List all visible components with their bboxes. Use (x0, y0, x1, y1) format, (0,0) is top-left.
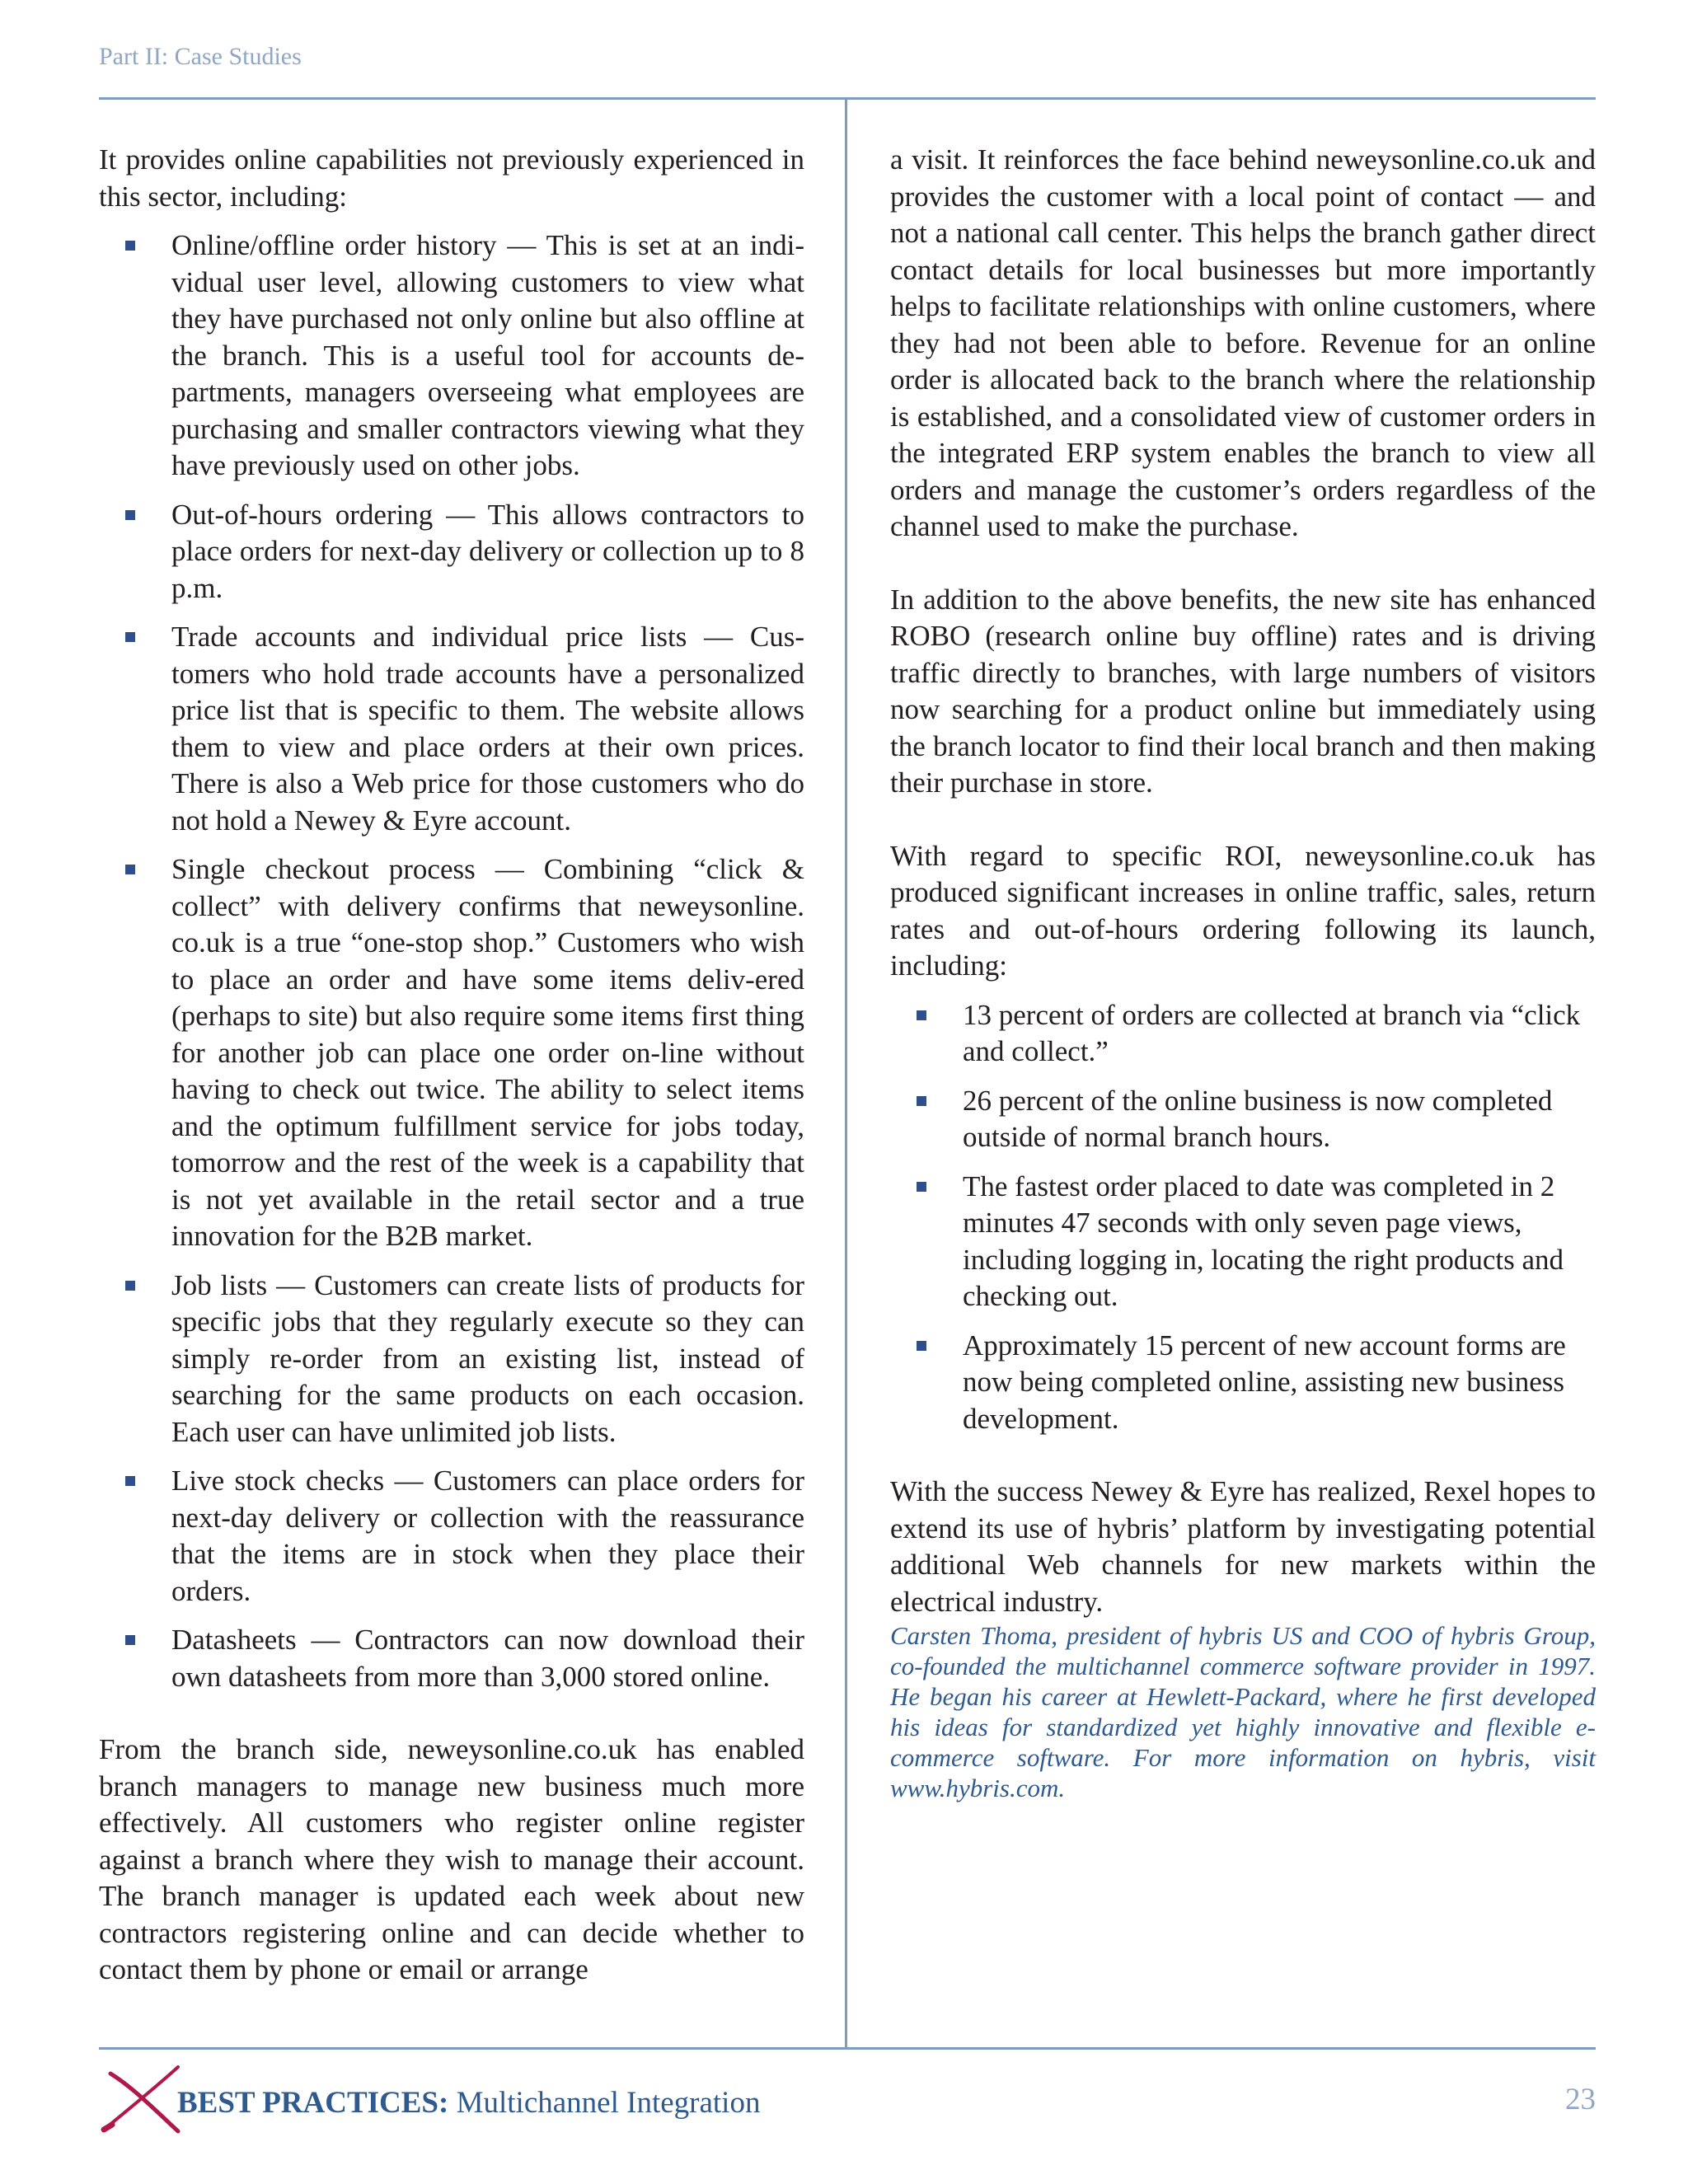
bullet-square-icon (917, 1182, 926, 1192)
list-item: Datasheets — Contractors can now download their own datasheets from more than 3,000 stored online. (99, 1622, 804, 1695)
bullet-square-icon (125, 1281, 135, 1291)
list-item: 26 percent of the online business is now completed outside of normal branch hours. (890, 1083, 1596, 1156)
list-item: Approximately 15 percent of new account forms are now being completed online, assisting new business development. (890, 1328, 1596, 1438)
bullet-square-icon (917, 1096, 926, 1106)
publication-title: BEST PRACTICES: Multichannel Integration (177, 2086, 761, 2120)
list-item: Out-of-hours ordering — This allows contractors to place orders for next-day delivery or collection up to 8 p.m. (99, 497, 804, 607)
bullet-square-icon (125, 865, 135, 874)
feature-list (99, 227, 804, 1695)
author-bio: Carsten Thoma, president of hybris US and COO of hybris Group, co-founded the multichannel commerce software provider in 1997. He began his career at Hewlett-Packard, where he first developed his ideas for standardized yet highly innovative and flexible e-commerce software. For more information on hybris, visit www.hybris.com. (890, 1621, 1596, 1802)
conclusion-paragraph: With the success Newey & Eyre has realized, Rexel hopes to extend its use of hybris’ platform by investigating potential additional Web channels for new markets within the electrical industry. (890, 1475, 1596, 1618)
column-divider (845, 99, 847, 2049)
bullet-square-icon (125, 1635, 135, 1645)
bullet-square-icon (125, 632, 135, 642)
list-item: Trade accounts and individual price lists — Cus-tomers who hold trade accounts have a personalized price list that is specific to them. The website allows them to view and place orders at their own prices. There is also a Web price for those customers who do not hold a Newey & Eyre account. (99, 619, 804, 839)
right-column (890, 142, 1596, 1803)
robo-paragraph: In addition to the above benefits, the new site has enhanced ROBO (research online buy offline) rates and is driving traffic directly to branches, with large numbers of visitors now searching for a product online but immediately using the branch locator to find their local branch and then making their purchase in store. (890, 583, 1596, 799)
list-item: Online/offline order history — This is set at an indi-vidual user level, allowing customers to view what they have purchased not only online but also offline at the branch. This is a useful tool for accounts de-partments, managers overseeing what employees are purchasing and smaller contractors viewing what they have previously used on other jobs. (99, 227, 804, 485)
list-item: Single checkout process — Combining “click & collect” with delivery confirms that neweysonline. co.uk is a true “one-stop shop.” Customers who wish to place an order and have some items deliv-ered (perhaps to site) but also require some items first thing for another job can place one order on-line without having to check out twice. The ability to select items and the optimum fulfillment service for jobs today, tomorrow and the rest of the week is a capability that is not yet available in the retail sector and a true innovation for the B2B market. (99, 851, 804, 1255)
bottom-rule (99, 2047, 1596, 2050)
list-item: Job lists — Customers can create lists of products for specific jobs that they regularly execute so they can simply re-order from an existing list, instead of searching for the same products on each occasion. Each user can have unlimited job lists. (99, 1268, 804, 1451)
top-rule (99, 97, 1596, 100)
x-logo-icon (99, 2060, 190, 2135)
roi-paragraph: With regard to specific ROI, neweysonline.co.uk has produced significant increases in online traffic, sales, return rates and out-of-hours ordering following its launch, including: (890, 839, 1596, 982)
list-item: Live stock checks — Customers can place orders for next-day delivery or collection with the reassurance that the items are in stock when they place their orders. (99, 1463, 804, 1610)
visit-paragraph: a visit. It reinforces the face behind neweysonline.co.uk and provides the customer with a local point of contact — and not a national call center. This helps the branch gather direct contact details for local businesses but more importantly helps to facilitate relationships with online customers, where they had not been able to before. Revenue for an online order is allocated back to the branch where the relationship is established, and a consolidated view of customer orders in the integrated ERP system enables the branch to view all orders and manage the customer’s orders regardless of the channel used to make the purchase. (890, 143, 1596, 542)
list-item: 13 percent of orders are collected at branch via “click and collect.” (890, 997, 1596, 1071)
bullet-square-icon (125, 510, 135, 520)
section-header: Part II: Case Studies (99, 43, 302, 70)
page-number: 23 (1565, 2083, 1596, 2116)
branch-paragraph: From the branch side, neweysonline.co.uk has enabled branch managers to manage new business much more effectively. All customers who register online register against a branch where they wish to manage their account. The branch manager is updated each week about new contractors registering online and can decide whether to contact them by phone or email or arrange (99, 1733, 804, 1985)
page-footer (99, 2060, 1596, 2135)
bullet-square-icon (917, 1010, 926, 1020)
bullet-square-icon (125, 241, 135, 251)
list-item: The fastest order placed to date was completed in 2 minutes 47 seconds with only seven page views, including logging in, locating the right products and checking out. (890, 1169, 1596, 1315)
bullet-square-icon (125, 1476, 135, 1486)
roi-list (890, 997, 1596, 1438)
intro-paragraph: It provides online capabilities not previously experienced in this sector, including: (99, 143, 804, 213)
bullet-square-icon (917, 1341, 926, 1351)
left-column (99, 142, 804, 1989)
